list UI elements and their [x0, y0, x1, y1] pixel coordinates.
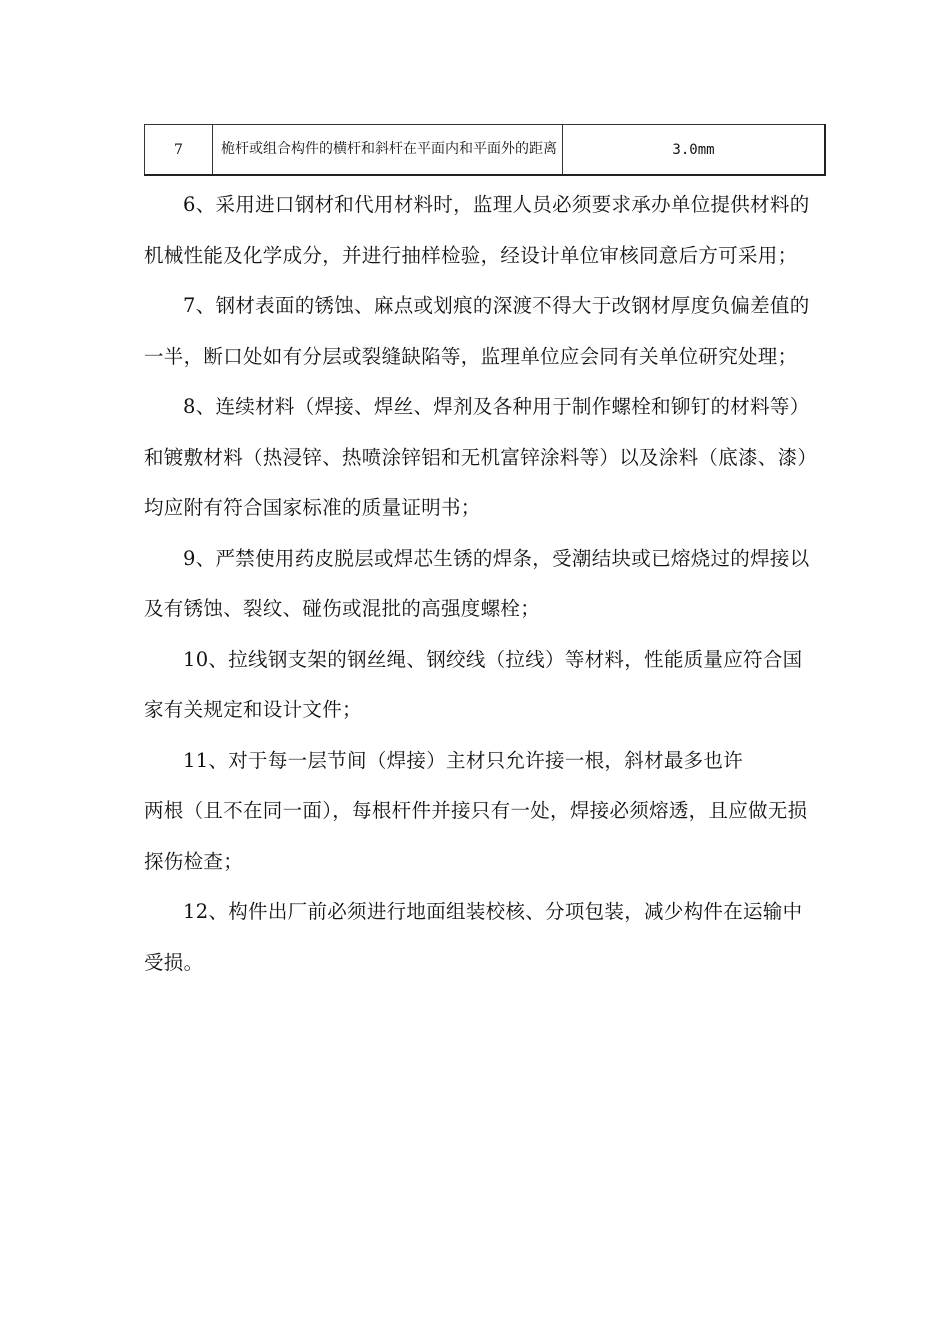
paragraph-9: 9、严禁使用药皮脱层或焊芯生锈的焊条，受潮结块或已熔烧过的焊接以及有锈蚀、裂纹、碰伤或混批的高强度螺栓； — [144, 546, 810, 620]
paragraph-8: 8、连续材料（焊接、焊丝、焊剂及各种用于制作螺栓和铆钉的材料等）和镀敷材料（热浸锌、热喷涂锌铝和无机富锌涂料等）以及涂料（底漆、漆）均应附有符合国家标准的质量证明书； — [144, 395, 810, 519]
spec-table — [144, 124, 826, 176]
row-value: 3.0mm — [563, 125, 826, 176]
table-row — [145, 125, 826, 176]
paragraph-11-continued: 两根（且不在同一面），每根杆件并接只有一处，焊接必须熔透，且应做无损探伤检查； — [144, 799, 808, 873]
paragraph-11: 11、对于每一层节间（焊接）主材只允许接一根，斜材最多也许 — [183, 748, 744, 772]
paragraph-6: 6、采用进口钢材和代用材料时，监理人员必须要求承办单位提供材料的机械性能及化学成分，并进行抽样检验，经设计单位审核同意后方可采用； — [144, 193, 810, 267]
paragraph-7: 7、钢材表面的锈蚀、麻点或划痕的深渡不得大于改钢材厚度负偏差值的一半，断口处如有分层或裂缝缺陷等，监理单位应会同有关单位研究处理； — [144, 294, 810, 368]
row-description: 桅杆或组合构件的横杆和斜杆在平面内和平面外的距离 — [213, 125, 563, 176]
paragraph-10: 10、拉线钢支架的钢丝绳、钢绞线（拉线）等材料，性能质量应符合国家有关规定和设计文件； — [144, 647, 803, 721]
body-text — [144, 180, 814, 988]
row-number: 7 — [145, 125, 213, 176]
paragraph-12: 12、构件出厂前必须进行地面组装校核、分项包装，减少构件在运输中受损。 — [144, 900, 803, 974]
